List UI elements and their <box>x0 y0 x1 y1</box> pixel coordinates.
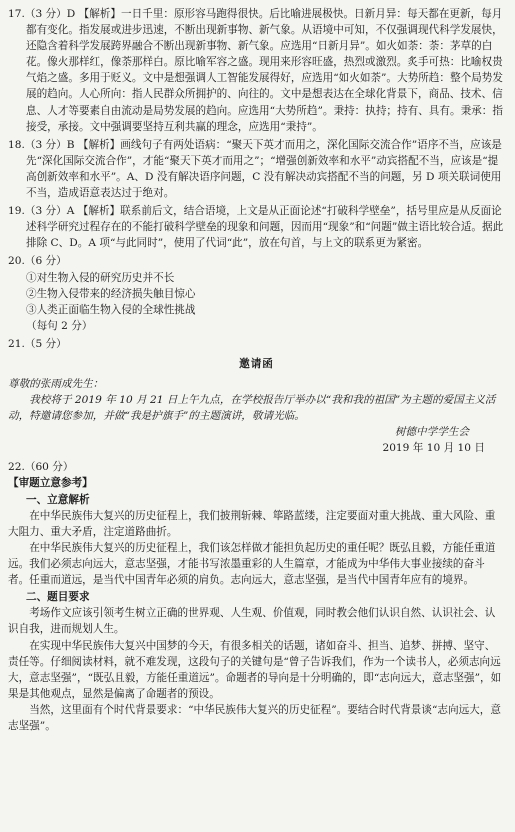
q20-item-2: ②生物入侵带来的经济损失触目惊心 <box>26 287 196 300</box>
question-20 <box>8 253 505 333</box>
q22-part2-paragraph-3: 当然，这里面有个时代背景要求：“中华民族伟大复兴的历史征程”。要结合时代背景谈“志向远大，意志坚强”。 <box>8 703 501 733</box>
letter-title: 邀请函 <box>239 357 274 370</box>
q22-section-title: 【审题立意参考】 <box>8 476 93 489</box>
q20-item-1: ①对生物入侵的研究历史并不长 <box>26 271 175 284</box>
q19-head: 19.（3 分）A <box>8 205 75 218</box>
q22-part1-paragraph-2: 在中华民族伟大复兴的历史征程上，我们该怎样做才能担负起历史的重任呢？既弘且毅，方能任重道远。我们必须志向远大，意志坚强，才能书写浓墨重彩的人生篇章，才能成为中华伟大事业接续的奋斗者。任重而道远，是当代中国青年必须的肩负。志向远大，意志坚强，是当代中国青年应有的境界。 <box>8 542 496 587</box>
q19-analysis: 【解析】联系前后文，结合语境，上文是从正面论述“打破科学壁垒”，括号里应是从反面论述科学研究过程存在的不能打破科学壁垒的现象和问题，因而用“现象”和“问题”做主语比较合适。据此排除 C、D。A 项“与此同时”，使用了代词“此”，放在句首，与上文的联系更为紧密。 <box>26 205 504 250</box>
q17-head: 17.（3 分）D <box>8 8 76 20</box>
q22-part2-paragraph-1: 考场作文应该引领考生树立正确的世界观、人生观、价值观，同时教会他们认识自然、认识社会、认识自我，进而规划人生。 <box>8 607 496 636</box>
q22-part2-paragraph-2: 在实现中华民族伟大复兴中国梦的今天，有很多相关的话题，诸如奋斗、担当、追梦、拼搏、坚守、责任等。仔细阅读材料，就不难发现，这段句子的关键句是“曾子告诉我们，作为一个读书人，必须志向远大，意志坚强”，“既弘且毅，方能任重道远”。命题者的导向是十分明确的，即“志向远大，意志坚强”，如果是其他观点，显然是偏离了命题者的预设。 <box>8 639 502 700</box>
q20-item-3: ③人类正面临生物入侵的全球性挑战 <box>26 303 196 316</box>
letter-date: 2019 年 10 月 10 日 <box>382 442 485 455</box>
question-21 <box>8 336 505 457</box>
question-18 <box>8 137 505 201</box>
letter-body: 我校将于 2019 年 10 月 21 日上午九点，在学校报告厅举办以“我和我的祖国”为主题的爱国主义活动，特邀请您参加，并做“我是护旗手”的主题演讲，敬请光临。 <box>8 394 496 423</box>
q22-part1-paragraph-1: 在中华民族伟大复兴的历史征程上，我们披荆斩棘、筚路蓝缕，注定要面对重大挑战、重大风险、重大阻力、重大矛盾，注定道路曲折。 <box>8 509 496 538</box>
q22-part2-title: 二、题目要求 <box>26 591 90 604</box>
q22-head: 22.（60 分） <box>8 460 74 473</box>
q20-note: （每句 2 分） <box>26 319 93 332</box>
letter-salutation: 尊敬的张雨成先生： <box>8 378 104 391</box>
question-22 <box>8 459 505 735</box>
question-19 <box>8 203 505 251</box>
q21-head: 21.（5 分） <box>8 337 67 350</box>
q18-analysis: 【解析】画线句子有两处语病：“聚天下英才而用之，深化国际交流合作”语序不当，应该是先“深化国际交流合作”，才能“聚天下英才而用之”；“增强创新效率和水平”动宾搭配不当，应该是“提高创新效率和水平”。A、D 没有解决语序问题，C 没有解决动宾搭配不当的问题，另 D 项关联词使用不当，造成语意表达过于绝对。 <box>26 138 502 200</box>
q22-part1-title: 一、立意解析 <box>26 493 90 506</box>
q20-head: 20.（6 分） <box>8 255 67 268</box>
q18-head: 18.（3 分）B <box>8 138 75 151</box>
q17-analysis: 【解析】一日千里：原形容马跑得很快。后比喻进展极快。日新月异：每天都在更新，每月都有变化。指发展或进步迅速，不断出现新事物、新气象。从语境中可知，不仅强调现代科学发展快，还隐含着科学发展跨界融合不断出现新事物、新气象。应选用“日新月异”。如火如荼：荼：茅草的白花。像火那样红，像荼那样白。原比喻军容之盛。现用来形容旺盛，热烈或激烈。炙手可热：比喻权贵气焰之盛。多用于贬义。文中是想强调人工智能发展得好，应选用“如火如荼”。大势所趋：整个局势发展的趋向。人心所向：指人民群众所拥护的、向往的。文中是想表达在全球化背景下，商品、技术、信息、人才等要素自由流动是局势发展的趋向。应选用“大势所趋”。秉持：执持；持有、具有。秉承：指接受，承接。文中强调要坚持互利共赢的理念，应选用“秉持”。 <box>26 8 503 133</box>
question-17 <box>8 6 505 135</box>
letter-signature: 树德中学学生会 <box>394 426 469 439</box>
